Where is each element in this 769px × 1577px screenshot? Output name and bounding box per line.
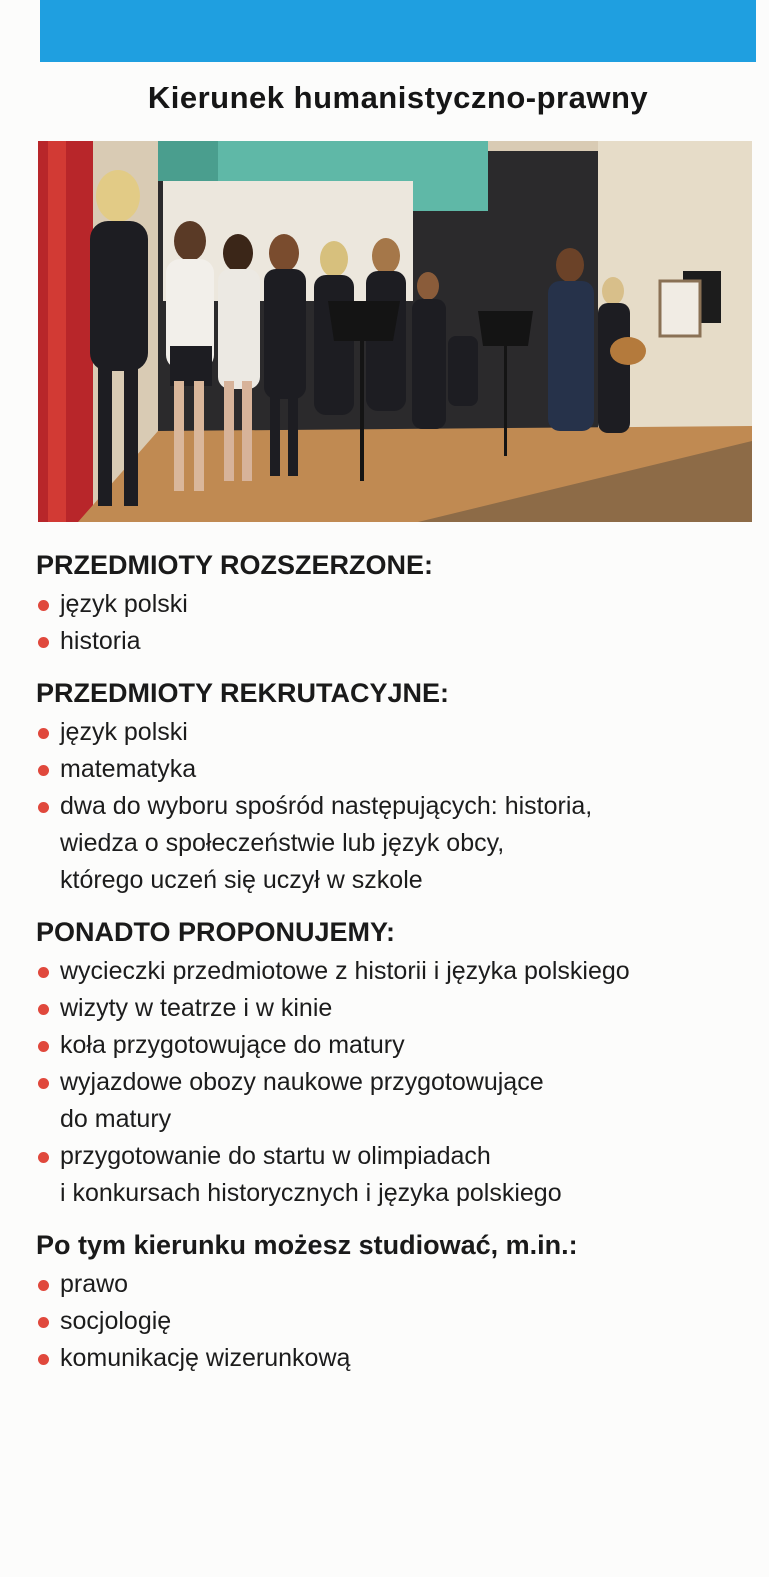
recruitment-subjects-list <box>36 714 756 899</box>
bullet-icon <box>38 1078 49 1089</box>
list-item: wyjazdowe obozy naukowe przygotowujące do matury <box>36 1064 756 1138</box>
studies-list <box>36 1266 756 1377</box>
offer-list <box>36 953 756 1212</box>
bullet-icon <box>38 1004 49 1015</box>
bullet-icon <box>38 802 49 813</box>
list-item: prawo <box>36 1266 756 1303</box>
bullet-icon <box>38 1317 49 1328</box>
list-item: koła przygotowujące do matury <box>36 1027 756 1064</box>
top-accent-bar <box>40 0 756 62</box>
page-title: Kierunek humanistyczno-prawny <box>147 80 649 115</box>
recruitment-subjects-heading: PRZEDMIOTY REKRUTACYJNE: <box>36 678 450 708</box>
list-item: historia <box>36 623 756 660</box>
list-item: wizyty w teatrze i w kinie <box>36 990 756 1027</box>
extended-subjects-list <box>36 586 756 660</box>
stage-photo <box>38 141 752 522</box>
offer-heading: PONADTO PROPONUJEMY: <box>36 917 396 947</box>
bullet-icon <box>38 600 49 611</box>
list-item: język polski <box>36 586 756 623</box>
offer-section <box>36 915 756 1212</box>
bullet-icon <box>38 728 49 739</box>
list-item: dwa do wyboru spośród następujących: historia, wiedza o społeczeństwie lub język obcy, którego uczeń się uczył w szkole <box>36 788 756 899</box>
list-item: socjologię <box>36 1303 756 1340</box>
list-item: przygotowanie do startu w olimpiadach i konkursach historycznych i języka polskiego <box>36 1138 756 1212</box>
bullet-icon <box>38 1041 49 1052</box>
bullet-icon <box>38 1152 49 1163</box>
list-item: język polski <box>36 714 756 751</box>
extended-subjects-section <box>36 548 756 660</box>
bullet-icon <box>38 765 49 776</box>
bullet-icon <box>38 1280 49 1291</box>
list-item: matematyka <box>36 751 756 788</box>
recruitment-subjects-section <box>36 676 756 899</box>
list-item: komunikację wizerunkową <box>36 1340 756 1377</box>
bullet-icon <box>38 1354 49 1365</box>
extended-subjects-heading: PRZEDMIOTY ROZSZERZONE: <box>36 550 434 580</box>
list-item: wycieczki przedmiotowe z historii i języka polskiego <box>36 953 756 990</box>
bullet-icon <box>38 967 49 978</box>
studies-section <box>36 1228 756 1377</box>
bullet-icon <box>38 637 49 648</box>
studies-heading: Po tym kierunku możesz studiować, m.in.: <box>36 1230 578 1260</box>
content <box>36 548 756 1393</box>
